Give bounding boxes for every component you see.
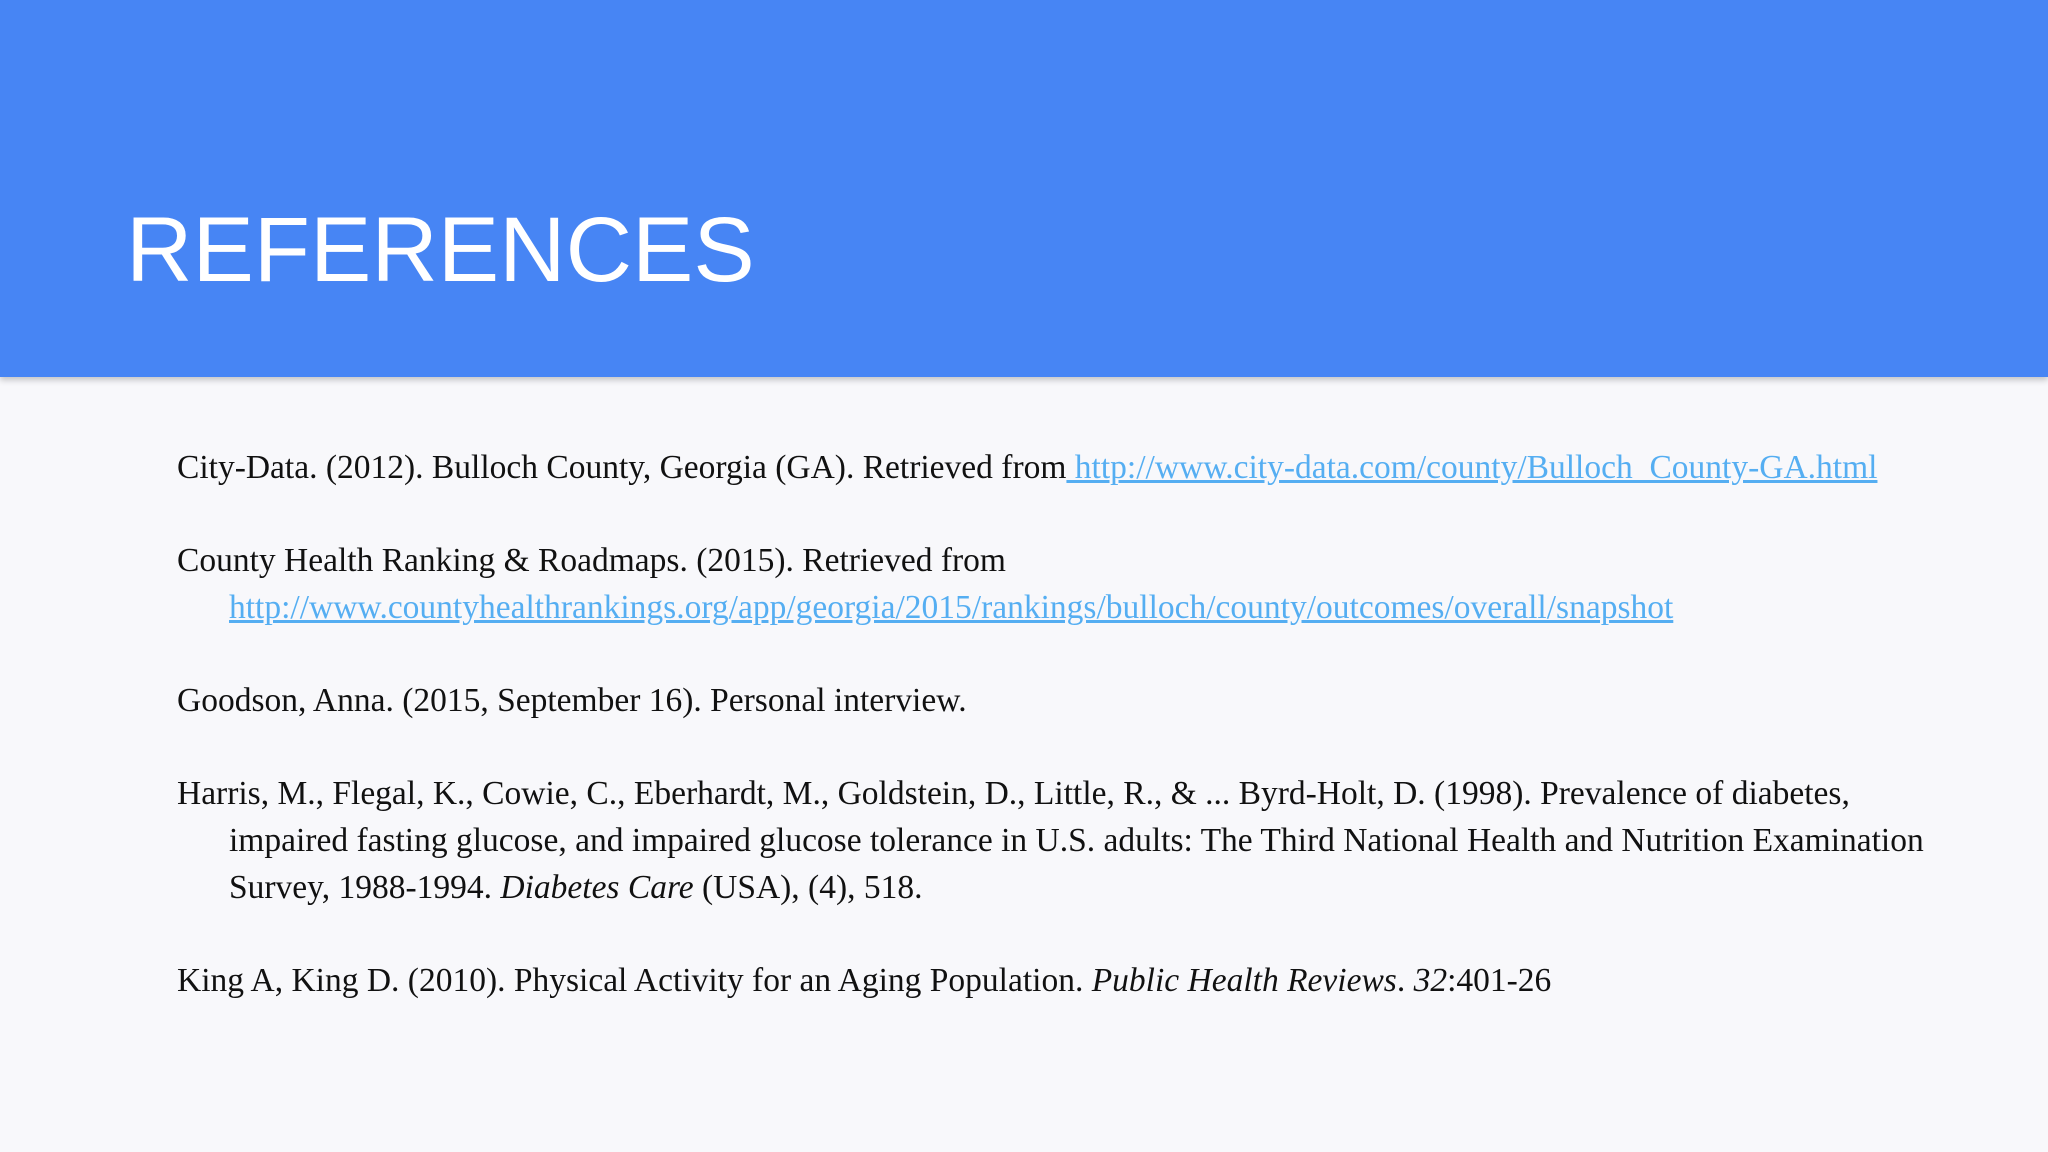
reference-text: Goodson, Anna. (2015, September 16). Personal interview.: [177, 682, 967, 719]
reference-list: [177, 444, 1937, 1050]
reference-king: [177, 957, 1937, 1004]
reference-text: King A, King D. (2010). Physical Activity for an Aging Population.: [177, 962, 1092, 999]
reference-county-health: [177, 537, 1937, 631]
citation-separator: .: [1396, 962, 1414, 999]
reference-citation-detail: :401-26: [1447, 962, 1552, 999]
reference-link-city-data[interactable]: http://www.city-data.com/county/Bulloch_County-GA.html: [1066, 449, 1878, 486]
reference-text: Harris, M., Flegal, K., Cowie, C., Eberhardt, M., Goldstein, D., Little, R., & ... Byrd-Holt, D. (1998). Prevalence of diabetes, impaired fasting glucose, and impaired glucose tolerance in U.S. adults: The Third National Health and Nutrition Examination Survey, 1988-1994.: [177, 775, 1924, 906]
reference-text: City-Data. (2012). Bulloch County, Georgia (GA). Retrieved from: [177, 449, 1067, 486]
journal-title: Diabetes Care: [500, 869, 694, 906]
reference-link-county-health[interactable]: http://www.countyhealthrankings.org/app/georgia/2015/rankings/bulloch/county/outcomes/overall/snapshot: [229, 589, 1674, 626]
journal-title: Public Health Reviews: [1091, 962, 1397, 999]
title-banner: [0, 0, 2048, 377]
journal-volume: 32: [1413, 962, 1448, 999]
reference-harris: [177, 770, 1937, 911]
slide-title: REFERENCES: [126, 199, 755, 301]
reference-citation-detail: (USA), (4), 518.: [693, 869, 923, 906]
reference-goodson: [177, 677, 1937, 724]
reference-text: County Health Ranking & Roadmaps. (2015). Retrieved from: [177, 542, 1006, 579]
reference-city-data: [177, 444, 1937, 491]
